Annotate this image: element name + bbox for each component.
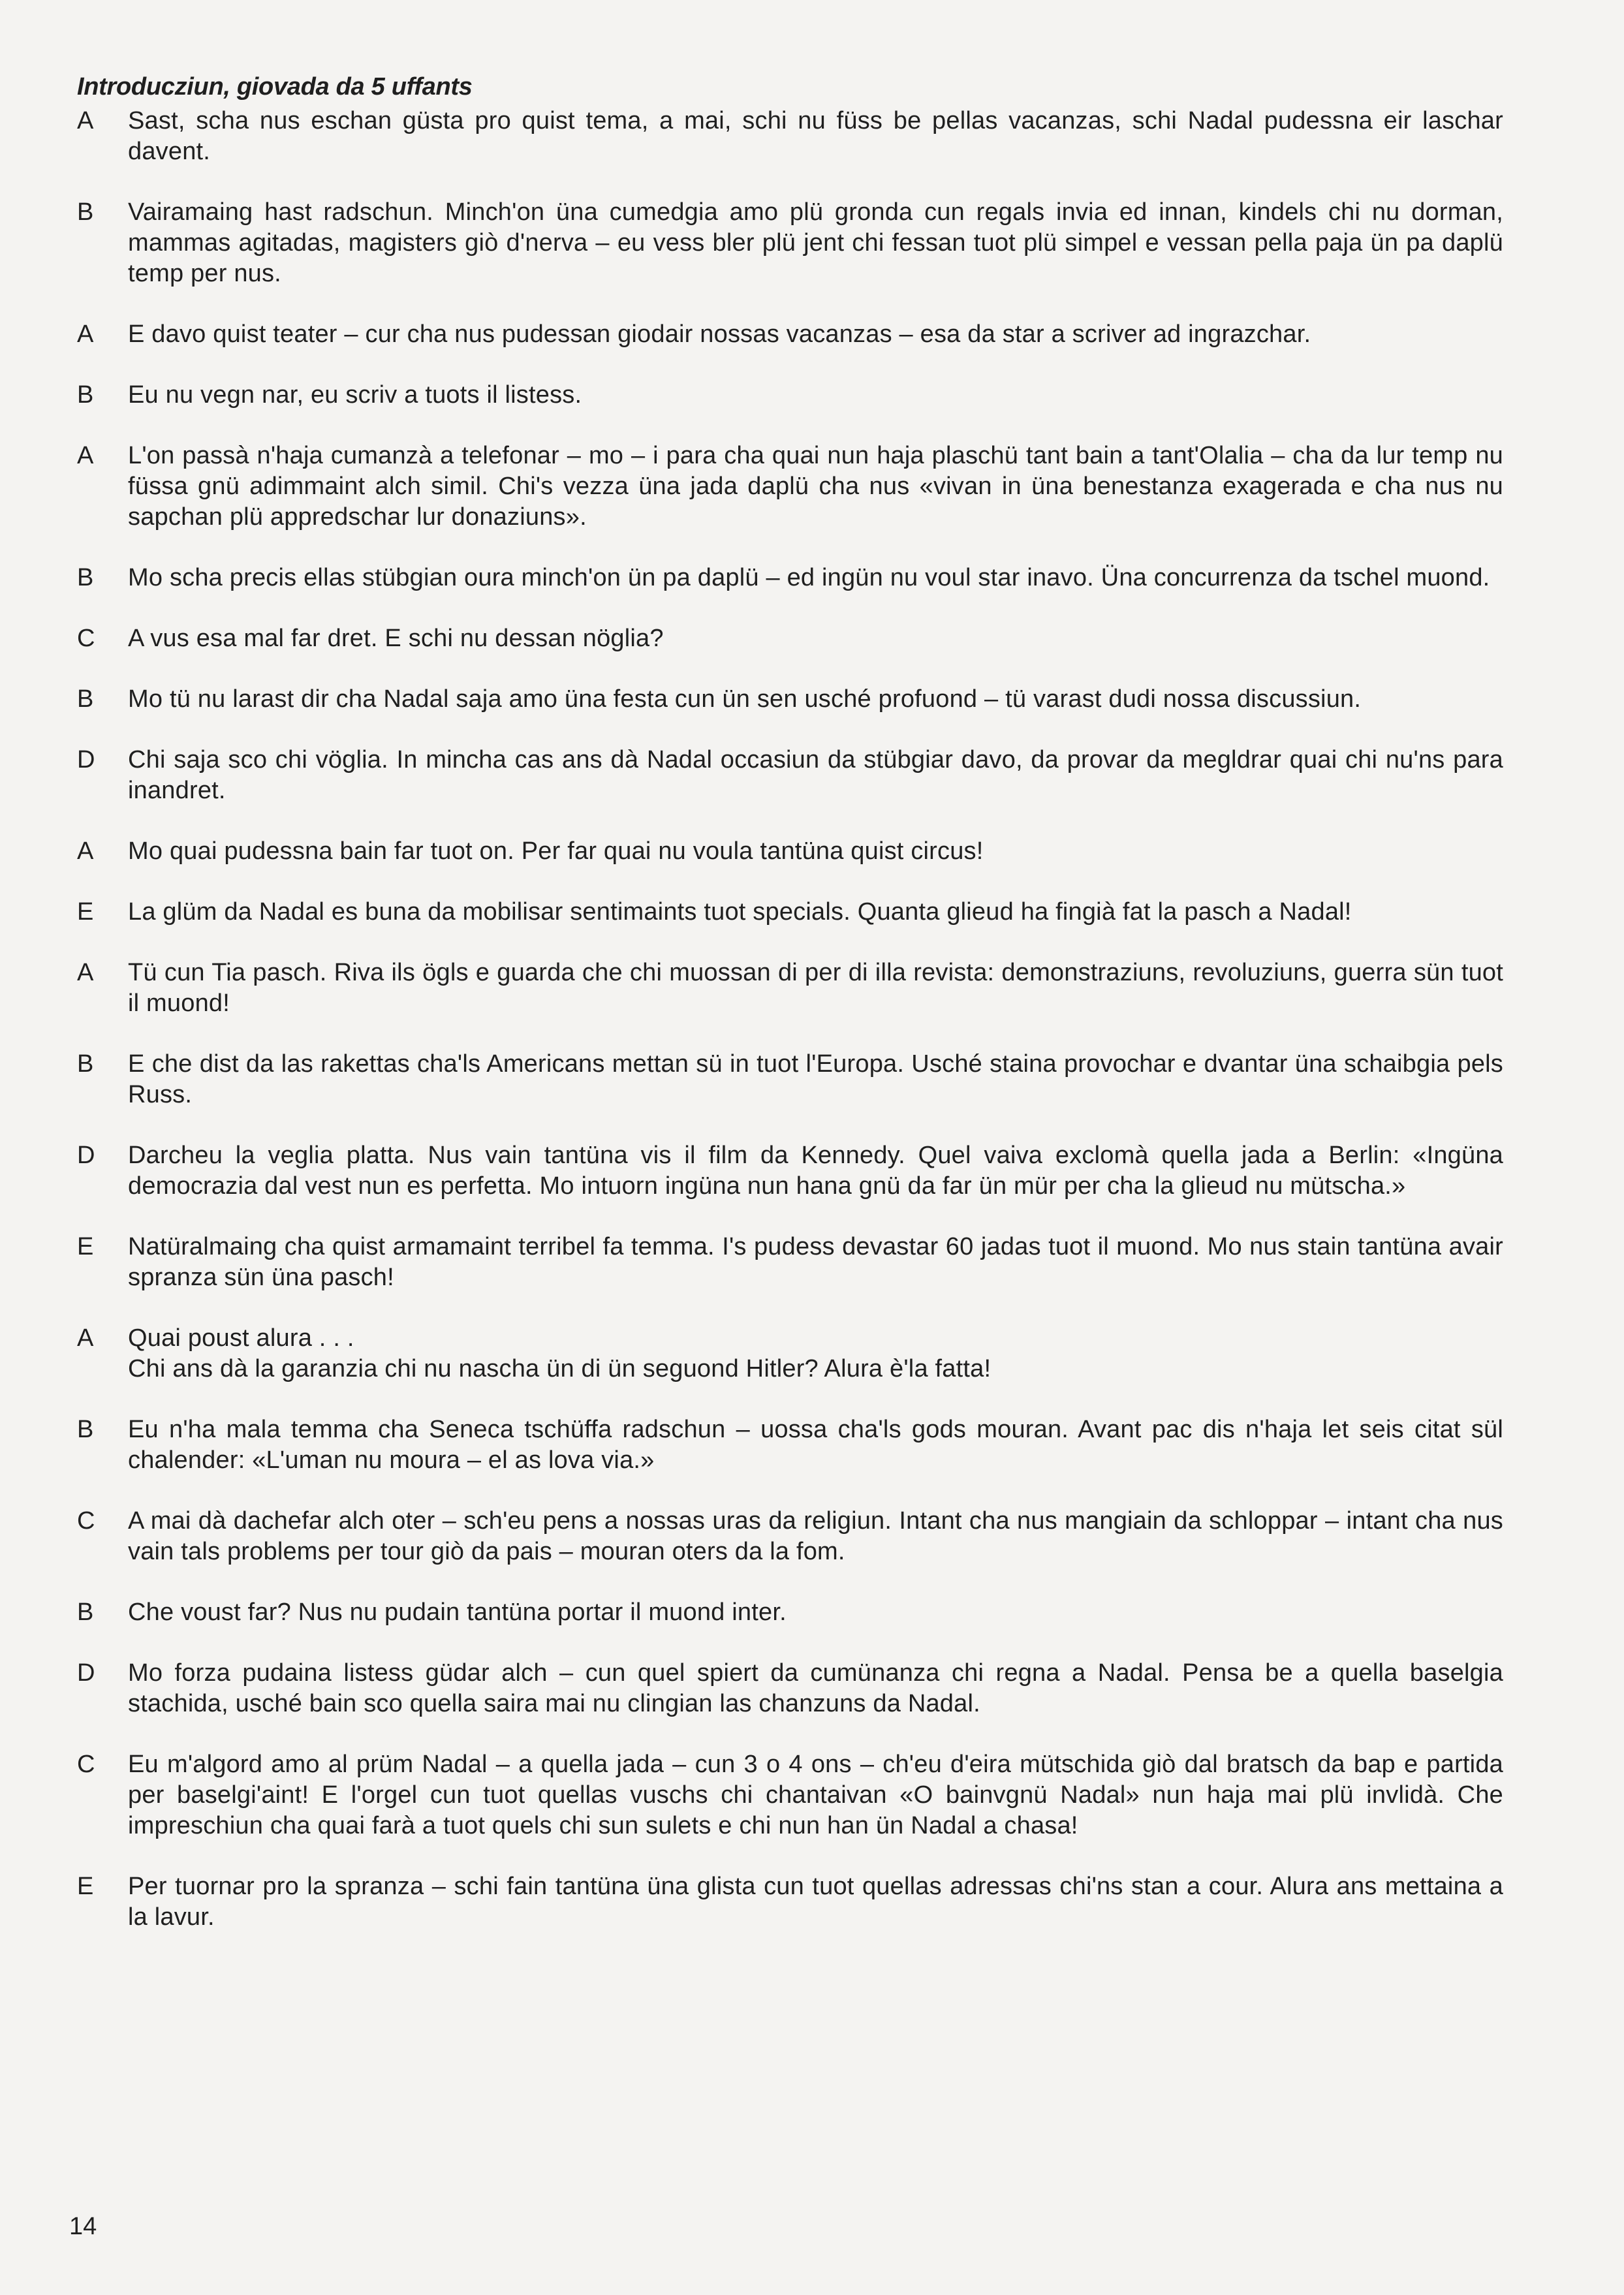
speaker-label: B [77, 1599, 94, 1626]
dialogue-entry [77, 197, 1503, 289]
speaker-label: A [77, 837, 94, 865]
speaker-label: D [77, 1659, 95, 1687]
dialogue-text: La glüm da Nadal es buna da mobilisar sentimaints tuot specials. Quanta glieud ha fingià fat la pasch a Nadal! [128, 898, 1352, 926]
speaker-label: E [77, 898, 94, 926]
speaker-label: B [77, 381, 94, 409]
speaker-label: D [77, 746, 95, 773]
dialogue-text: E che dist da las rakettas cha'ls Americans mettan sü in tuot l'Europa. Usché staina provochar e dvantar üna schaibgia pels Russ. [128, 1050, 1503, 1108]
dialogue-text: Mo tü nu larast dir cha Nadal saja amo üna festa cun ün sen usché profuond – tü varast dudi nossa discussiun. [128, 685, 1362, 713]
speaker-label: E [77, 1873, 94, 1900]
dialogue-entry [77, 1749, 1503, 1841]
dialogue-entry [77, 1597, 1503, 1628]
dialogue-text: Per tuornar pro la spranza – schi fain tantüna üna glista cun tuot quellas adressas chi'ns stan a cour. Alura ans mettaina a la lavur. [128, 1873, 1503, 1931]
dialogue-text: Mo forza pudaina listess güdar alch – cun quel spiert da cumünanza chi regna a Nadal. Pensa be a quella baselgia stachida, usché bain sco quella saira mai nu clingian las chanzuns da Nadal. [128, 1659, 1503, 1717]
dialogue-entry [77, 319, 1503, 350]
speaker-label: C [77, 1507, 95, 1535]
dialogue-text: Natüralmaing cha quist armamaint terribel fa temma. I's pudess devastar 60 jadas tuot il muond. Mo nus stain tantüna avair spranza sün üna pasch! [128, 1233, 1503, 1291]
dialogue-text: Darcheu la veglia platta. Nus vain tantüna vis il film da Kennedy. Quel vaiva exclomà quella jada a Berlin: «Ingüna democrazia dal vest nun es perfetta. Mo intuorn ingüna nun hana gnü da far ün mür per cha la glieud nu mütscha.» [128, 1142, 1503, 1200]
dialogue-entry [77, 1140, 1503, 1202]
dialogue-entry [77, 836, 1503, 867]
speaker-label: B [77, 1416, 94, 1443]
dialogue-entry [77, 441, 1503, 533]
speaker-label: C [77, 1751, 95, 1778]
speaker-label: A [77, 959, 94, 986]
dialogue-entry [77, 106, 1503, 167]
dialogue-text: Eu m'algord amo al prüm Nadal – a quella jada – cun 3 o 4 ons – ch'eu d'eira mütschida giò dal bratsch da bap e partida per baselgi'aint! E l'orgel cun tuot quellas vuschs chi chantaivan «O bainvgnü Nadal» nun haja mai plü invlidà. Che impreschiun cha quai farà a tuot quels chi sun sulets e chi nun han ün Nadal a chasa! [128, 1751, 1503, 1839]
speaker-label: A [77, 1324, 94, 1352]
speaker-label: B [77, 198, 94, 226]
dialogue-page [77, 70, 1503, 1933]
dialogue-text: A mai dà dachefar alch oter – sch'eu pens a nossas uras da religiun. Intant cha nus mangiain da schloppar – intant cha nus vain tals problems per tour giò da pais – mouran oters da la fom. [128, 1507, 1503, 1565]
dialogue-text: Mo quai pudessna bain far tuot on. Per far quai nu voula tantüna quist circus! [128, 837, 984, 865]
page-number: 14 [69, 2213, 97, 2240]
dialogue-entry [77, 1506, 1503, 1567]
dialogue-text [128, 1323, 1503, 1384]
dialogue-entry [77, 684, 1503, 715]
dialogue-text: L'on passà n'haja cumanzà a telefonar – mo – i para cha quai nun haja plaschü tant bain a tant'Olalia – cha da lur temp nu füssa gnü adimmaint alch simil. Chi's vezza üna jada daplü cha nus «vivan in üna benestanza exagerada e cha nus nu sapchan plü appredschar lur donaziuns». [128, 442, 1503, 531]
dialogue-entry [77, 897, 1503, 928]
dialogue-entry [77, 1414, 1503, 1476]
dialogue-entry [77, 1232, 1503, 1293]
dialogue-text: A vus esa mal far dret. E schi nu dessan nöglia? [128, 625, 664, 652]
dialogue-entry [77, 745, 1503, 806]
dialogue-entry [77, 563, 1503, 593]
dialogue-entry [77, 1658, 1503, 1719]
dialogue-text: Tü cun Tia pasch. Riva ils ögls e guarda che chi muossan di per di illa revista: demonstraziuns, revoluziuns, guerra sün tuot il muond! [128, 959, 1503, 1017]
speaker-label: A [77, 107, 94, 134]
dialogue-text: Sast, scha nus eschan güsta pro quist tema, a mai, schi nu füss be pellas vacanzas, schi Nadal pudessna eir laschar davent. [128, 107, 1503, 165]
speaker-label: E [77, 1233, 94, 1260]
dialogue-text: Mo scha precis ellas stübgian oura minch'on ün pa daplü – ed ingün nu voul star inavo. Üna concurrenza da tschel muond. [128, 564, 1490, 591]
dialogue-text: E davo quist teater – cur cha nus pudessan giodair nossas vacanzas – esa da star a scriver ad ingrazchar. [128, 320, 1311, 348]
speaker-label: C [77, 625, 95, 652]
dialogue-entry [77, 380, 1503, 411]
dialogue-entry [77, 1049, 1503, 1110]
dialogue-entry [77, 623, 1503, 654]
dialogue-entry [77, 1323, 1503, 1384]
dialogue-text: Chi saja sco chi vöglia. In mincha cas ans dà Nadal occasiun da stübgiar davo, da provar da megldrar quai chi nu'ns para inandret. [128, 746, 1503, 804]
speaker-label: A [77, 442, 94, 469]
speaker-label: B [77, 564, 94, 591]
dialogue-text: Eu n'ha mala temma cha Seneca tschüffa radschun – uossa cha'ls gods mouran. Avant pac dis n'haja let seis citat sül chalender: «L'uman nu moura – el as lova via.» [128, 1416, 1503, 1474]
dialogue-text: Eu nu vegn nar, eu scriv a tuots il listess. [128, 381, 582, 409]
speaker-label: A [77, 320, 94, 348]
speaker-label: D [77, 1142, 95, 1169]
speaker-label: B [77, 685, 94, 713]
dialogue-line: Chi ans dà la garanzia chi nu nascha ün di ün seguond Hitler? Alura è'la fatta! [128, 1355, 992, 1382]
dialogue-line: Quai poust alura . . . [128, 1324, 354, 1352]
dialogue-text: Che voust far? Nus nu pudain tantüna portar il muond inter. [128, 1599, 787, 1626]
speaker-label: B [77, 1050, 94, 1078]
dialogue-entry [77, 1871, 1503, 1933]
page-title: Introducziun, giovada da 5 uffants [77, 73, 473, 101]
dialogue-text: Vairamaing hast radschun. Minch'on üna cumedgia amo plü gronda cun regals invia ed innan, kindels chi nu dorman, mammas agitadas, magisters giò d'nerva – eu vess bler plü jent chi fessan tuot plü simpel e vessan pella paja ün pa daplü temp per nus. [128, 198, 1503, 287]
dialogue-entry [77, 958, 1503, 1019]
